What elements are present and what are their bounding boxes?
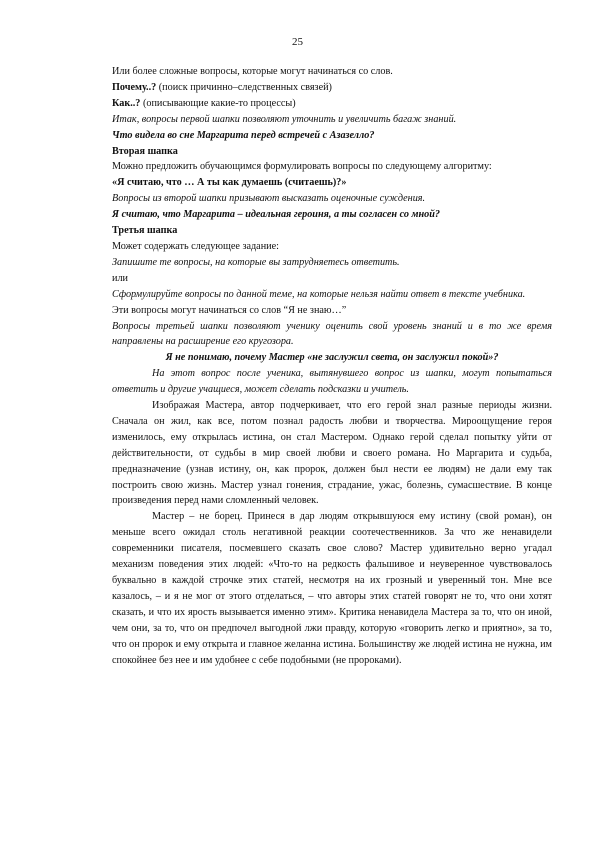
question-why-head: Почему..? [112,81,157,93]
question-how-tail: (описывающие какие-то процессы) [140,97,296,109]
first-hat-summary: Итак, вопросы первой шапки позволяют уточнить и увеличить багаж знаний. [112,113,457,125]
third-hat-start-words: Эти вопросы могут начинаться со слов “Я не знаю…” [112,304,347,316]
paragraph-master-life: Изображая Мастера, автор подчеркивает, что его герой знал разные периоды жизни. Сначала он жил, как все, потом познал радость любви и творчества. Мироощущение героя изменилось, ему открылась истина, он стал Мастером. Однако герой сделал попытку уйти от действительности, от судьбы в мир своей любви и своего романа. Но Маргарита и судьба, предназначение (узнав истину, он, как пророк, должен был нести ее людям) не дали ему так построить свою жизнь. Мастер узнал гонения, страдание, ужас, болезнь, сумасшествие. В конце произведения перед нами сломленный человек. [112,400,552,507]
third-hat-example: Я не понимаю, почему Мастер «не заслужил света, он заслужил покой»? [165,352,499,364]
page-number: 25 [292,36,303,48]
second-hat-example: Я считаю, что Маргарита – идеальная героиня, а ты согласен со мной? [112,209,440,221]
intro-line: Или более сложные вопросы, которые могут начинаться со слов. [112,66,393,77]
first-hat-example: Что видела во сне Маргарита перед встречей с Азазелло? [112,129,375,141]
page-body [112,64,552,668]
second-hat-template: «Я считаю, что … А ты как думаешь (считаешь)?» [112,177,347,189]
third-hat-answer-note: На этот вопрос после ученика, вытянувшего вопрос из шапки, могут попытаться ответить и другие учащиеся, может сделать подсказки и учитель. [112,368,552,396]
third-hat-intro: Может содержать следующее задание: [112,240,279,252]
third-hat-summary: Вопросы третьей шапки позволяют ученику оценить свой уровень знаний и в то же время направлены на расширение его кругозора. [112,320,552,348]
question-why-tail: (поиск причинно–следственных связей) [156,81,332,93]
paragraph-master-critics: Мастер – не борец. Принеся в дар людям открывшуюся ему истину (свой роман), он меньше всего ожидал столь негативной реакции соотечественников. За что же ненавидели современники писателя, посмевшего сказать свое слово? Мастер удивительно верно угадал механизм поведения этих людей: «Что-то на редкость фальшивое и неуверенное чувствовалось буквально в каждой строчке этих статей, несмотря на их грозный и уверенный тон. Мне все казалось, – и я не мог от этого отделаться, – что авторы этих статей говорят не то, что они хотят сказать, и что их ярость вызывается именно этим». Критика ненавидела Мастера за то, что он иной, чем они, за то, что он предпочел выгодной лжи правду, которую «говорить легко и приятно», за то, что он пророк и ему открыта и главное желанна истина. Большинству же людей истина не нужна, им спокойнее без нее и им удобнее с себе подобными (не пророками). [112,511,552,666]
question-why [112,80,552,96]
third-hat-or: или [112,272,128,284]
third-hat-task-2: Сформулируйте вопросы по данной теме, на которые нельзя найти ответ в тексте учебника. [112,288,526,300]
third-hat-task-1: Запишите те вопросы, на которые вы затрудняетесь ответить. [112,256,400,268]
second-hat-heading: Вторая шапка [112,145,178,157]
second-hat-summary: Вопросы из второй шапки призывают высказать оценочные суждения. [112,193,426,205]
third-hat-heading: Третья шапка [112,225,178,237]
second-hat-intro: Можно предложить обучающимся формулировать вопросы по следующему алгоритму: [112,161,492,173]
question-how-head: Как..? [112,97,141,109]
question-how [112,96,552,112]
